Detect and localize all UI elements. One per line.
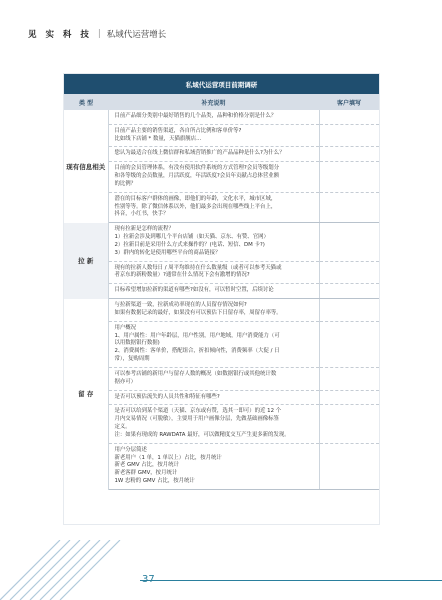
description-line: 用户概况 bbox=[114, 324, 137, 331]
description-line: 现有拉新是怎样的流程？ bbox=[114, 226, 174, 233]
row-description bbox=[108, 367, 319, 390]
description-line: 1）拉新会涉及到哪几个平台店铺（如天猫、京东、有赞、官网） bbox=[114, 234, 269, 241]
description-line: 2）拉新目前是采用什么方式来操作的？(电话、短信、DM 卡?) bbox=[114, 241, 265, 248]
description-line: 据亦可） bbox=[114, 378, 137, 385]
description-line: 定义。 bbox=[114, 424, 131, 431]
page-header bbox=[28, 26, 166, 42]
table-row bbox=[64, 124, 379, 147]
description-line: 用户分层简述 bbox=[114, 446, 147, 453]
row-description bbox=[108, 284, 319, 299]
client-fill-cell[interactable] bbox=[319, 110, 379, 124]
description-line: 月内交易情况（可脱敏），主要用于用户画像分层，先做基础画像标签 bbox=[114, 416, 279, 423]
table-row bbox=[64, 390, 379, 405]
client-fill-cell[interactable] bbox=[319, 284, 379, 299]
description-line: 现有的拉新人数每日 / 周平均维持在什么数量级（或者可以参考天猫或 bbox=[114, 264, 282, 271]
footer-stripe-decoration bbox=[0, 540, 150, 600]
row-description bbox=[108, 124, 319, 147]
table-row bbox=[64, 284, 379, 299]
description-line: 3）群内的转化是使用哪些平台的商品链接？ bbox=[114, 249, 221, 256]
table-row bbox=[64, 147, 379, 162]
description-line: 目前产品主要的销售渠道，各自所占比例和客单价等? bbox=[114, 127, 242, 134]
row-description bbox=[108, 299, 319, 322]
client-fill-cell[interactable] bbox=[319, 299, 379, 322]
table-row bbox=[64, 405, 379, 443]
table-row bbox=[64, 367, 379, 390]
row-description bbox=[108, 390, 319, 405]
table-row bbox=[64, 223, 379, 261]
description-line: 性别等等。除了微信体系以外，他们最多会出现在哪些线上平台上， bbox=[114, 203, 277, 210]
row-description bbox=[108, 110, 319, 124]
table-header-row bbox=[64, 94, 379, 110]
description-line: 1W 忠粉的 GMV 占比，按月统计 bbox=[114, 477, 195, 484]
footer-line bbox=[140, 580, 442, 581]
survey-table-sheet bbox=[64, 74, 379, 524]
description-line: 新老客群 GMV，按月统计 bbox=[114, 470, 178, 477]
row-type-label: 拉 新 bbox=[64, 223, 108, 299]
description-line: 如果有数据记录的最好，如果没有可以预估下日留存率，周留存率等。 bbox=[114, 309, 282, 316]
description-line: 的比例？ bbox=[114, 180, 137, 187]
row-description bbox=[108, 405, 319, 443]
description-line: 常），复购周期 bbox=[114, 356, 150, 363]
description-line: 新老 GMV 占比，按月统计 bbox=[114, 462, 179, 469]
table-row bbox=[64, 192, 379, 222]
description-line: 目标希望增加拉新的渠道有哪些?如没有，可以暂时空置，后续讨论 bbox=[114, 287, 274, 294]
client-fill-cell[interactable] bbox=[319, 261, 379, 284]
table-title-row bbox=[64, 74, 379, 94]
client-fill-cell[interactable] bbox=[319, 162, 379, 192]
column-header-client-fill: 客户填写 bbox=[319, 94, 379, 110]
row-type-label: 现有信息相关 bbox=[64, 110, 108, 223]
row-description bbox=[108, 192, 319, 222]
description-line: 者京东的新粉数量）?通常在什么情况下会有激增的情况? bbox=[114, 272, 250, 279]
column-header-description: 补充说明 bbox=[108, 94, 319, 110]
row-description bbox=[108, 261, 319, 284]
table-row bbox=[64, 321, 379, 367]
table-row bbox=[64, 299, 379, 322]
client-fill-cell[interactable] bbox=[319, 405, 379, 443]
description-line: 和各等级的会员数量，月活跃度，年活跃度?会员年贡献占总体营业额 bbox=[114, 173, 280, 180]
survey-table bbox=[64, 74, 379, 490]
description-line: 比如线下店铺 * 数量，天猫旗舰店... bbox=[114, 135, 202, 142]
table-row bbox=[64, 162, 379, 192]
column-header-type: 类 型 bbox=[64, 94, 108, 110]
description-line: 目前产品细分类别中最好销售的几个品类，品种和价格分别是什么？ bbox=[114, 113, 277, 119]
description-line: 以用数据银行数据) bbox=[114, 340, 160, 347]
description-line: 您认为最适合在线上微信群和私域营销推广的产品品种是什么?为什么？ bbox=[114, 150, 285, 157]
table-row bbox=[64, 443, 379, 489]
row-type-label: 留 存 bbox=[64, 299, 108, 490]
row-description bbox=[108, 162, 319, 192]
description-line: 新老用户（1 单，1 单以上）占比，按月统计 bbox=[114, 454, 222, 461]
client-fill-cell[interactable] bbox=[319, 321, 379, 367]
description-line: 1、用户属性：用户年龄层，用户性别，用户地域，用户消费能力（可 bbox=[114, 332, 280, 339]
description-line: 与拉新渠道一致，拉新成功率现在的人员留存情况如何? bbox=[114, 302, 247, 309]
description-line: 潜在的目标客户群体的画像，即他们的年龄，文化水平，城市区域， bbox=[114, 195, 277, 202]
table-row bbox=[64, 110, 379, 124]
description-line: 是否可以预估流失的人员共性和特征有哪些? bbox=[114, 393, 220, 400]
header-subtitle: 私域代运营增长 bbox=[106, 30, 167, 40]
description-line: 目前的会员管理体系，有没有使用软件系统的方式管理?会员等级划分 bbox=[114, 165, 280, 172]
row-description bbox=[108, 443, 319, 489]
table-row bbox=[64, 261, 379, 284]
client-fill-cell[interactable] bbox=[319, 367, 379, 390]
client-fill-cell[interactable] bbox=[319, 147, 379, 162]
description-line: 可以参考店铺的新用户与留存人数的概况（如数据银行或其他统计数 bbox=[114, 370, 277, 377]
client-fill-cell[interactable] bbox=[319, 390, 379, 405]
description-line: 是否可以给到某个渠道（天猫、京东或有赞，选其一即可）的近 12 个 bbox=[114, 408, 282, 415]
row-description bbox=[108, 223, 319, 261]
table-title: 私域代运营项目前期调研 bbox=[64, 74, 379, 94]
row-description bbox=[108, 147, 319, 162]
description-line: 注：如果有现成的 RAWDATA 最好，可以做精度交互产生更多新的发现。 bbox=[114, 431, 290, 438]
page-number: 37 bbox=[142, 574, 155, 585]
description-line: 抖音，小红书，快手？ bbox=[114, 211, 169, 218]
client-fill-cell[interactable] bbox=[319, 192, 379, 222]
row-description bbox=[108, 321, 319, 367]
client-fill-cell[interactable] bbox=[319, 124, 379, 147]
brand-logo-text: 见 实 科 技 bbox=[28, 30, 92, 40]
client-fill-cell[interactable] bbox=[319, 223, 379, 261]
header-separator: | bbox=[97, 29, 101, 39]
description-line: 2、消费属性：客单价，搭配组合，折扣倾向性，消费频率（大促 / 日 bbox=[114, 348, 280, 355]
client-fill-cell[interactable] bbox=[319, 443, 379, 489]
